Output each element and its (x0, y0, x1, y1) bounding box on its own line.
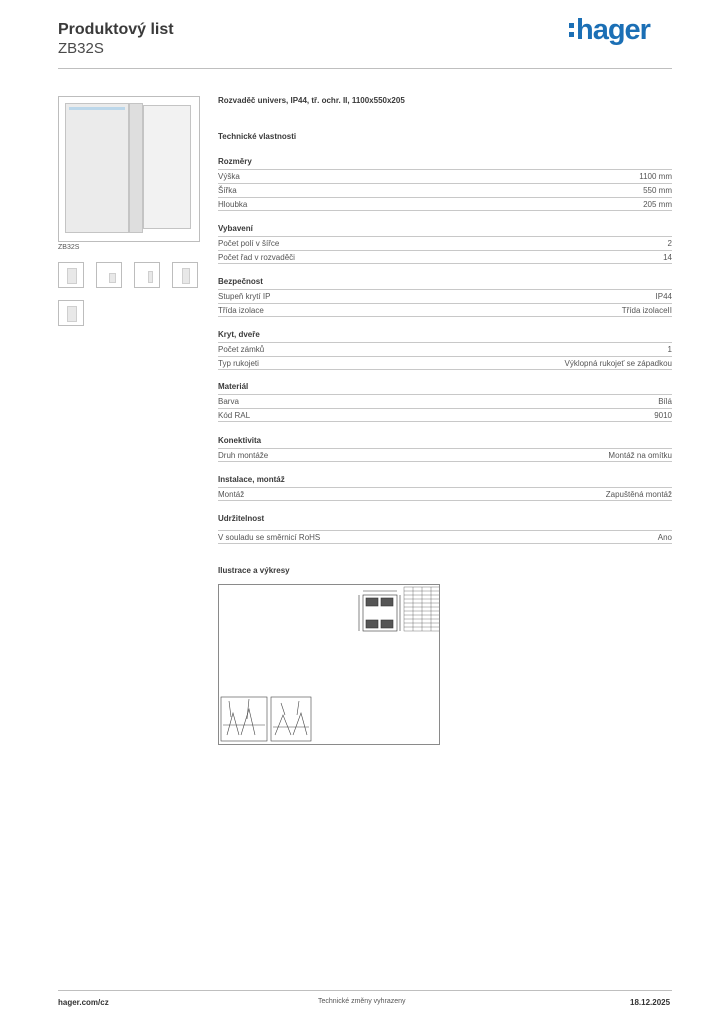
header-divider (58, 68, 672, 69)
hager-logo[interactable] (568, 14, 650, 47)
thumbnail-2[interactable] (96, 262, 122, 288)
footer-website-link[interactable]: hager.com/cz (58, 998, 109, 1007)
footer-date: 18.12.2025 (630, 998, 671, 1007)
group-heading-sustainability: Udržitelnost (218, 514, 265, 523)
thumbnail-image-icon (182, 268, 190, 284)
spec-row: Třída izolace Třída izolaceII (218, 303, 672, 317)
thumbnail-3[interactable] (134, 262, 160, 288)
spec-row: Počet zámků 1 (218, 342, 672, 356)
group-heading-material: Materiál (218, 382, 249, 391)
footer-note: Technické změny vyhrazeny (318, 998, 406, 1005)
image-caption: ZB32S (58, 244, 80, 251)
thumbnail-image-icon (67, 306, 77, 322)
group-heading-equipment: Vybavení (218, 224, 253, 233)
spec-row: Šířka 550 mm (218, 183, 672, 197)
illustrations-panel[interactable] (218, 584, 440, 745)
group-heading-connectivity: Konektivita (218, 436, 262, 445)
logo-text: hager (576, 14, 650, 46)
thumbnail-image-icon (109, 273, 116, 283)
thumbnail-1[interactable] (58, 262, 84, 288)
installation-drawing-1 (221, 697, 267, 741)
spec-row: Montáž Zapuštěná montáž (218, 487, 672, 501)
footer-divider (58, 990, 672, 991)
technical-drawings-icon (219, 585, 439, 744)
spec-row: Druh montáže Montáž na omítku (218, 448, 672, 462)
group-heading-dimensions: Rozměry (218, 157, 252, 166)
group-heading-safety: Bezpečnost (218, 277, 263, 286)
product-code: ZB32S (58, 40, 104, 57)
cabinet-door-icon (143, 105, 191, 229)
installation-drawing-2 (271, 697, 311, 741)
group-heading-cover-door: Kryt, dveře (218, 330, 260, 339)
product-description: Rozvaděč univers, IP44, tř. ochr. II, 1100x550x205 (218, 96, 405, 105)
dimension-table (404, 587, 439, 631)
spec-row: Typ rukojeti Výklopná rukojeť se západkou (218, 356, 672, 370)
cabinet-side-icon (129, 103, 143, 233)
spec-row: Stupeň krytí IP IP44 (218, 289, 672, 303)
spec-row: Počet řad v rozvaděči 14 (218, 250, 672, 264)
thumbnail-image-icon (148, 271, 153, 283)
group-heading-installation: Instalace, montáž (218, 475, 285, 484)
page-title: Produktový list (58, 21, 174, 38)
thumbnail-5[interactable] (58, 300, 84, 326)
spec-row: Barva Bílá (218, 394, 672, 408)
spec-row: Kód RAL 9010 (218, 408, 672, 422)
spec-row: Počet polí v šířce 2 (218, 236, 672, 250)
illustrations-heading: Ilustrace a výkresy (218, 566, 290, 575)
spec-row: Výška 1100 mm (218, 169, 672, 183)
dimension-drawing (359, 591, 400, 631)
technical-properties-heading: Technické vlastnosti (218, 132, 297, 141)
product-image[interactable] (58, 96, 200, 242)
cabinet-body-icon (65, 103, 129, 233)
spec-row: V souladu se směrnicí RoHS Ano (218, 530, 672, 544)
thumbnail-image-icon (67, 268, 77, 284)
thumbnail-4[interactable] (172, 262, 198, 288)
spec-row: Hloubka 205 mm (218, 197, 672, 211)
